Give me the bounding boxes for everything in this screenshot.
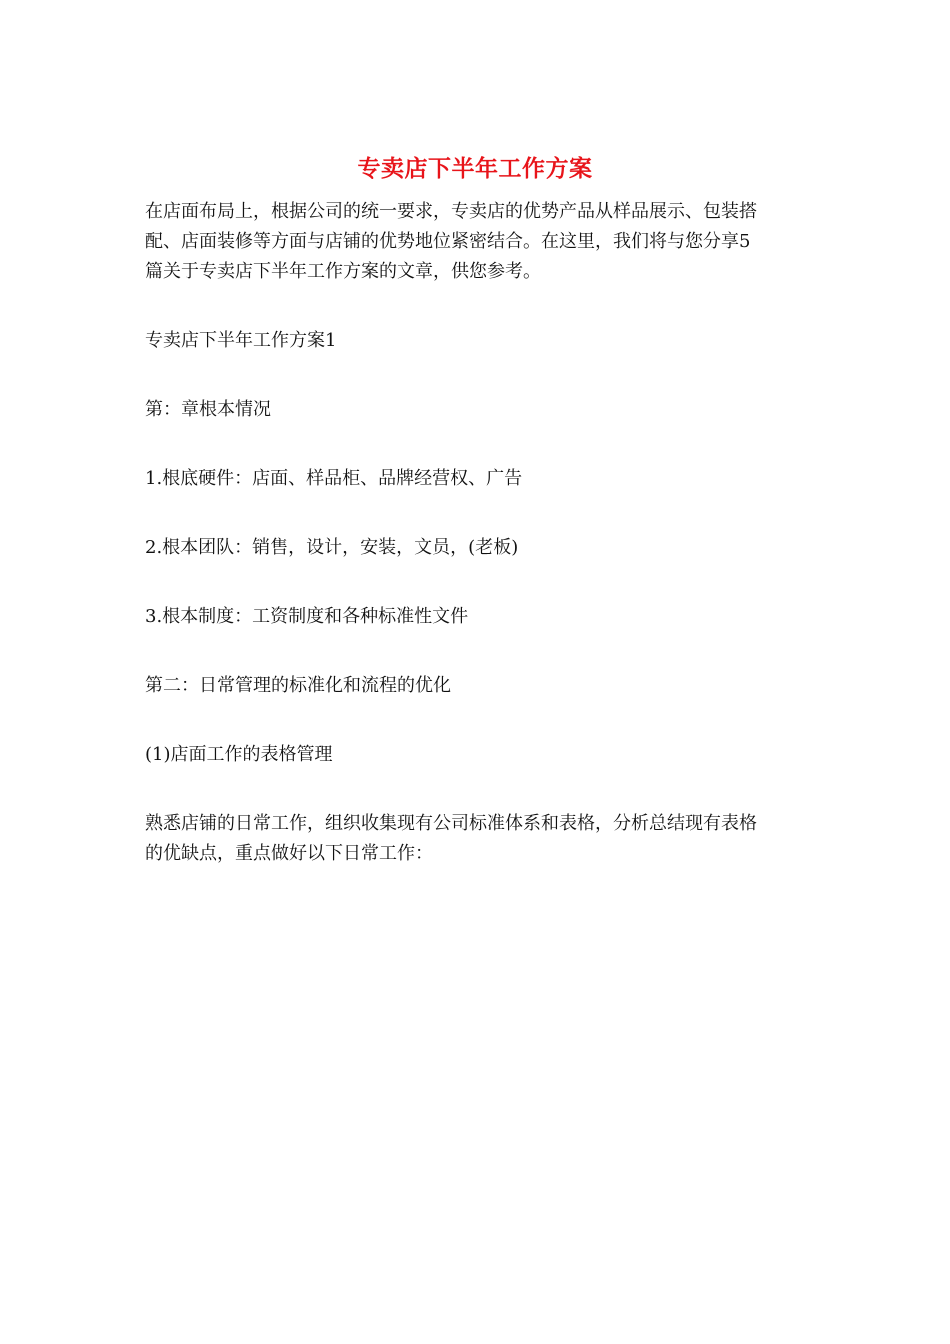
chapter-1-heading: 第：章根本情况 bbox=[145, 399, 271, 420]
intro-line-1: 在店面布局上，根据公司的统一要求，专卖店的优势产品从样品展示、包装搭 bbox=[145, 201, 757, 222]
document-title: 专卖店下半年工作方案 bbox=[357, 156, 593, 182]
list-item-1: 1.根底硬件：店面、样品柜、品牌经营权、广告 bbox=[145, 468, 523, 489]
closing-line-2: 的优缺点，重点做好以下日常工作： bbox=[145, 843, 433, 864]
closing-paragraph bbox=[145, 809, 805, 869]
intro-line-3: 篇关于专卖店下半年工作方案的文章，供您参考。 bbox=[145, 261, 541, 282]
closing-line-1: 熟悉店铺的日常工作，组织收集现有公司标准体系和表格，分析总结现有表格 bbox=[145, 813, 757, 834]
intro-line-2: 配、店面装修等方面与店铺的优势地位紧密结合。在这里，我们将与您分享5 bbox=[145, 231, 751, 252]
subsection-1: (1)店面工作的表格管理 bbox=[145, 744, 333, 765]
list-item-2: 2.根本团队：销售，设计，安装，文员，(老板) bbox=[145, 537, 519, 558]
chapter-2-heading: 第二：日常管理的标准化和流程的优化 bbox=[145, 675, 451, 696]
list-item-3: 3.根本制度：工资制度和各种标准性文件 bbox=[145, 606, 469, 627]
section-title: 专卖店下半年工作方案1 bbox=[145, 330, 337, 351]
intro-paragraph bbox=[145, 197, 805, 287]
document-body bbox=[145, 197, 805, 869]
